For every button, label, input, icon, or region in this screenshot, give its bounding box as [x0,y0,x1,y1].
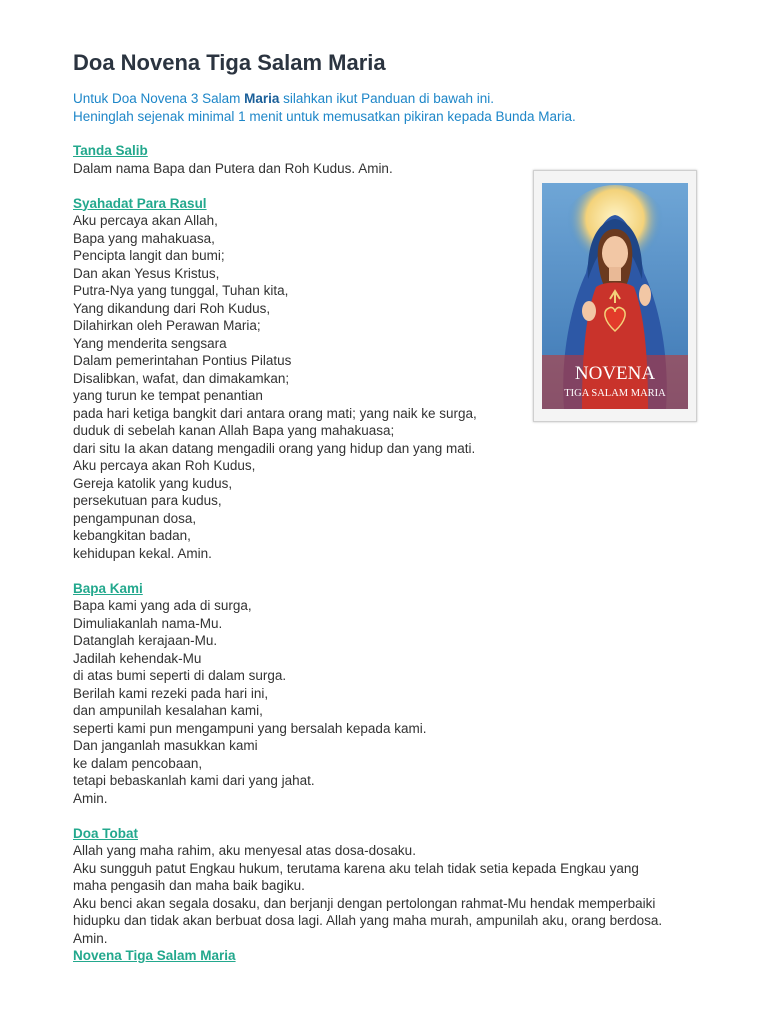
prayer-line: Putra-Nya yang tunggal, Tuhan kita, [73,283,289,298]
prayer-line: ke dalam pencobaan, [73,755,203,771]
prayer-line: Berilah kami rezeki pada hari ini, [73,685,269,701]
mary-picture [542,183,688,409]
prayer-line: duduk di sebelah kanan Allah Bapa yang mahakuasa; [73,423,395,438]
prayer-line: hidupku dan tidak akan berbuat dosa lagi. Allah yang maha murah, ampunilah aku, orang berdosa. [73,913,663,928]
prayer-line: Amin. [73,790,108,806]
caption-tiga-salam-maria: TIGA SALAM MARIA [564,388,666,399]
novena-image [533,170,697,422]
prayer-line: Dalam nama Bapa dan Putera dan Roh Kudus. Amin. [73,160,393,176]
prayer-line: Yang dikandung dari Roh Kudus, [73,300,271,316]
intro-line-1 [73,90,576,108]
prayer-line: Dimuliakanlah nama-Mu. [73,615,223,631]
heading-syahadat-para-rasul[interactable]: Syahadat Para Rasul [73,195,207,211]
prayer-line: Dilahirkan oleh Perawan Maria; [73,318,261,333]
right-hand [639,284,651,306]
prayer-line: kebangkitan badan, [73,528,191,543]
intro-bold-maria: Maria [244,91,280,106]
prayer-line: Amin. [73,930,108,946]
prayer-line: pada hari ketiga bangkit dari antara orang mati; yang naik ke surga, [73,405,477,421]
intro-line-2: Heninglah sejenak minimal 1 menit untuk memusatkan pikiran kepada Bunda Maria. [73,108,576,124]
prayer-line: Datanglah kerajaan-Mu. [73,633,218,648]
neck [609,267,621,281]
caption-novena: NOVENA [574,363,656,384]
prayer-line: seperti kami pun mengampuni yang bersalah kepada kami. [73,720,427,736]
prayer-line: tetapi bebaskanlah kami dari yang jahat. [73,773,315,788]
face [602,236,628,270]
left-hand [582,301,596,321]
section-lines [73,842,713,947]
prayer-line: Bapa yang mahakuasa, [73,230,215,246]
prayer-line: Pencipta langit dan bumi; [73,248,225,263]
intro-line-1-after: silahkan ikut Panduan di bawah ini. [279,91,495,106]
prayer-line: Disalibkan, wafat, dan dimakamkan; [73,370,290,386]
prayer-line: Bapa kami yang ada di surga, [73,598,252,613]
section-lines [73,597,713,807]
heading-novena-tiga-salam-maria[interactable]: Novena Tiga Salam Maria [73,948,236,963]
prayer-line: yang turun ke tempat penantian [73,388,263,403]
prayer-line: dari situ Ia akan datang mengadili orang yang hidup dan yang mati. [73,440,476,456]
prayer-line: pengampunan dosa, [73,510,197,526]
prayer-line: kehidupan kekal. Amin. [73,545,212,561]
section-doa-tobat [73,825,713,948]
prayer-line: Jadilah kehendak-Mu [73,650,202,666]
prayer-line: Aku benci akan segala dosaku, dan berjanji dengan pertolongan rahmat-Mu hendak memperbaiki [73,895,656,911]
prayer-line: persekutuan para kudus, [73,493,222,508]
prayer-line: Aku sungguh patut Engkau hukum, terutama karena aku telah tidak setia kepada Engkau yang [73,860,639,876]
prayer-line: Gereja katolik yang kudus, [73,475,233,491]
prayer-line: dan ampunilah kesalahan kami, [73,703,263,718]
heading-doa-tobat[interactable]: Doa Tobat [73,825,138,841]
prayer-line: Dan akan Yesus Kristus, [73,265,220,281]
prayer-line: Aku percaya akan Roh Kudus, [73,458,256,473]
section-novena [73,947,713,965]
page-title: Doa Novena Tiga Salam Maria [73,50,386,75]
intro-text [73,90,576,125]
prayer-line: Aku percaya akan Allah, [73,213,218,228]
prayer-line: maha pengasih dan maha baik bagiku. [73,878,305,893]
prayer-line: Dalam pemerintahan Pontius Pilatus [73,353,292,368]
intro-line-1-before: Untuk Doa Novena 3 Salam [73,91,245,106]
heading-tanda-salib[interactable]: Tanda Salib [73,143,148,158]
prayer-line: di atas bumi seperti di dalam surga. [73,668,287,683]
prayer-line: Dan janganlah masukkan kami [73,738,258,753]
prayer-line: Allah yang maha rahim, aku menyesal atas dosa-dosaku. [73,843,416,858]
section-bapa-kami [73,580,713,808]
prayer-line: Yang menderita sengsara [73,335,227,351]
heading-bapa-kami[interactable]: Bapa Kami [73,580,143,596]
